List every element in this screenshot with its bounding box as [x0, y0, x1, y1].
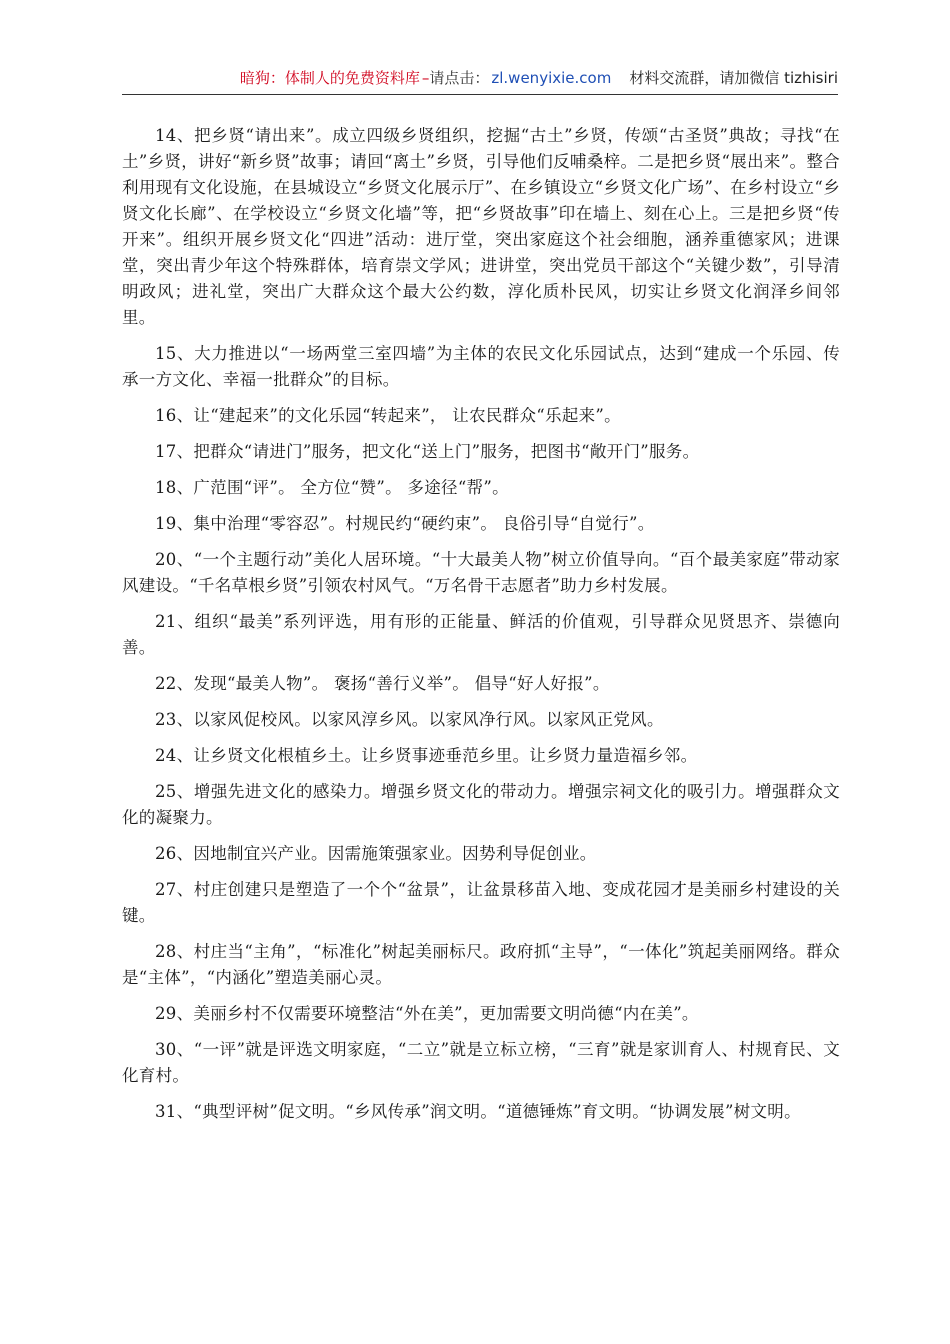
- paragraph-16: 16、让“建起来”的文化乐园“转起来”， 让农民群众“乐起来”。: [155, 406, 621, 425]
- header-dash: –: [421, 69, 430, 87]
- paragraph-29: 29、美丽乡村不仅需要环境整洁“外在美”，更加需要文明尚德“内在美”。: [155, 1004, 699, 1023]
- paragraph-14: 14、把乡贤“请出来”。成立四级乡贤组织，挖掘“古土”乡贤，传颂“古圣贤”典故；寻找“在土”乡贤，讲好“新乡贤”故事；请回“离土”乡贤，引导他们反哺桑梓。二是把乡贤“展出来”。整合利用现有文化设施，在县城设立“乡贤文化展示厅”、在乡镇设立“乡贤文化广场”、在乡村设立“乡贤文化长廊”、在学校设立“乡贤文化墙”等，把“乡贤故事”印在墙上、刻在心上。三是把乡贤“传开来”。组织开展乡贤文化“四进”活动：进厅堂，突出家庭这个社会细胞，涵养重德家风；进课堂，突出青少年这个特殊群体，培育崇文学风；进讲堂，突出党员干部这个“关键少数”，引导清明政风；进礼堂，突出广大群众这个最大公约数，淳化质朴民风，切实让乡贤文化润泽乡间邻里。: [122, 126, 840, 327]
- paragraph-24: 24、让乡贤文化根植乡土。让乡贤事迹垂范乡里。让乡贤力量造福乡邻。: [155, 746, 698, 765]
- paragraph-22: 22、发现“最美人物”。 褒扬“善行义举”。 倡导“好人好报”。: [155, 674, 610, 693]
- paragraph-25: 25、增强先进文化的感染力。增强乡贤文化的带动力。增强宗祠文化的吸引力。增强群众文化的凝聚力。: [122, 782, 840, 827]
- paragraph-15: 15、大力推进以“一场两堂三室四墙”为主体的农民文化乐园试点，达到“建成一个乐园、传承一方文化、幸福一批群众”的目标。: [122, 344, 840, 389]
- header-group-text: 材料交流群，请加微信 tizhisiri: [629, 69, 838, 87]
- paragraph-19: 19、集中治理“零容忍”。村规民约“硬约束”。 良俗引导“自觉行”。: [155, 514, 655, 533]
- paragraph-21: 21、组织“最美”系列评选，用有形的正能量、鲜活的价值观，引导群众见贤思齐、崇德向善。: [122, 612, 840, 657]
- paragraph-26: 26、因地制宜兴产业。因需施策强家业。因势利导促创业。: [155, 844, 597, 863]
- header-click-label: 请点击：: [429, 69, 490, 87]
- paragraph-30: 30、“一评”就是评选文明家庭，“二立”就是立标立榜，“三育”就是家训育人、村规育民、文化育村。: [122, 1040, 840, 1085]
- paragraph-18: 18、广范围“评”。 全方位“赞”。 多途径“帮”。: [155, 478, 509, 497]
- paragraph-31: 31、“典型评树”促文明。“乡风传承”润文明。“道德锤炼”育文明。“协调发展”树文明。: [155, 1102, 801, 1121]
- header-promo-text: 暗狗：体制人的免费资料库: [239, 69, 420, 87]
- paragraph-27: 27、村庄创建只是塑造了一个个“盆景”，让盆景移苗入地、变成花园才是美丽乡村建设的关键。: [122, 880, 840, 925]
- paragraph-28: 28、村庄当“主角”，“标准化”树起美丽标尺。政府抓“主导”，“一体化”筑起美丽网络。群众是“主体”，“内涵化”塑造美丽心灵。: [122, 942, 840, 987]
- paragraph-17: 17、把群众“请进门”服务，把文化“送上门”服务，把图书“敞开门”服务。: [155, 442, 700, 461]
- document-body: [122, 123, 840, 1135]
- page-header: [122, 64, 838, 95]
- header-url-link[interactable]: zl.wenyixie.com: [491, 69, 612, 87]
- paragraph-23: 23、以家风促校风。以家风淳乡风。以家风净行风。以家风正党风。: [155, 710, 664, 729]
- paragraph-20: 20、“一个主题行动”美化人居环境。“十大最美人物”树立价值导向。“百个最美家庭”带动家风建设。“千名草根乡贤”引领农村风气。“万名骨干志愿者”助力乡村发展。: [122, 550, 840, 595]
